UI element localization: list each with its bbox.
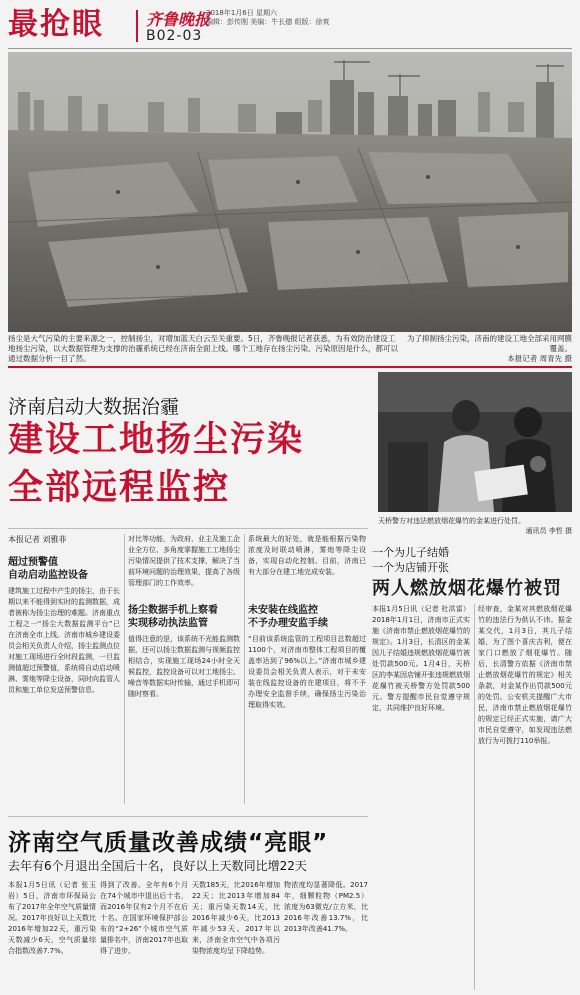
- story1-subhead-1b: 自动启动监控设备: [8, 570, 88, 581]
- story1-subhead-3b: 不予办理安监手续: [248, 618, 328, 629]
- top-photo-side-caption: [404, 334, 572, 364]
- editor-credits: 编辑：彭传刚 美编：牛长德 组版：徐爽: [206, 18, 330, 26]
- story1-column-1: [8, 556, 120, 804]
- story1-subhead-1a: 超过预警值: [8, 557, 58, 568]
- story3-col3: 天数185天，比2016年增加22天；比2013年增加84天；重污染天数14天，比2016年减少6天，比2013年减少53天。2017年以来，济南全市空气中各项污染物浓度均呈下降趋势。: [192, 881, 280, 955]
- story1-subhead-2a: 扬尘数据手机上察看: [128, 605, 218, 616]
- section-title: 最抢眼: [8, 7, 104, 42]
- column-divider: [124, 534, 125, 804]
- story1-column-3: [248, 534, 366, 802]
- story1-headline-line2: 全部远程监控: [8, 468, 231, 508]
- story2-col1: 本报1月5日讯（记者 杜洪雷）2018年1月1日，济南市正式实施《济南市禁止燃放烟花爆竹的规定》。1月3日，长清区的金某因儿子结婚违规燃放烟花爆竹被处罚款500元。1月4日，天桥区的李某因店铺开张违规燃放烟花爆竹被天桥警方处罚款500元。警方提醒市民自觉遵守规定，共同维护良好环境。: [372, 605, 470, 712]
- photo-credit: 本报记者 周青先 摄: [507, 354, 572, 363]
- story1-col3-body2: “目前该系统监管的工程项目总数超过1100个，对济南市整体工程项目的覆盖率达到了96%以上。”济南市城乡建设委员会相关负责人表示，对于未安装在线监控设备的在建项目，将不予办理安全监督手续，确保扬尘污染治理取得实效。: [248, 635, 366, 709]
- story1-column-2: [128, 534, 240, 802]
- story1-col3-body: 系统最大的好处，就是能根据污染物浓度及时联动喷淋，雾炮等降尘设备，实现自动化控制。目前，济南已有大部分在建工地完成安装。: [248, 535, 366, 576]
- page-code: B02-03: [146, 28, 203, 44]
- story1-col2-body: 对比等功能，为政府、业主及施工企业全方位、多角度掌握施工工地扬尘污染情况提供了技术支撑，解决了当前环境问题的治理效果，提高了各级管理部门的工作效率。: [128, 535, 240, 587]
- masthead-rule: [8, 48, 572, 49]
- story1-subhead-2b: 实现移动执法监管: [128, 618, 208, 629]
- story1-col1-body: 建筑施工过程中产生的扬尘，由于长期以来不能得到实时的监测数据，成者被称为扬尘治理的难题。济南重点工程之一“扬尘大数据监测平台”已在济南全市上线。济南市城乡建设委员会相关负责人介绍，扬尘监测点位对施工现场进行全时段监测，一旦监测值超过预警值，系统将自动启动喷淋、雾炮等降尘设备，同时向监管人员和施工单位发送预警信息。: [8, 587, 120, 694]
- story1-kicker: 济南启动大数据治霾: [8, 396, 180, 418]
- issue-date: 2018年1月6日 星期六: [206, 9, 277, 17]
- story3-rule: [8, 816, 368, 817]
- story3-headline: 济南空气质量改善成绩“亮眼”: [8, 830, 329, 856]
- column-divider: [474, 604, 475, 990]
- section-rule: [8, 366, 572, 368]
- story3-subheadline: 去年有6个月退出全国后十名，良好以上天数同比增22天: [8, 859, 307, 873]
- story2-kicker-2: 一个为店铺开张: [372, 561, 449, 574]
- story3-col1: 本报1月5日讯（记者 张玉岩）5日，济南市环保局公布了2017年全年空气质量情况。2017年良好以上天数比2016年增加22天，重污染天数减少6天，空气质量综合指数改善7.7%。: [8, 881, 96, 955]
- fireworks-enforcement-photo: [378, 372, 572, 512]
- side-caption-text: 为了抑制扬尘污染，济南的建设工地全部采用网膜覆盖。: [407, 334, 572, 353]
- column-divider: [244, 534, 245, 804]
- story3-col2: 得到了改善。全年有6个月在74个城市中退出后十名，而2016年仅有2个月不在后十名。在国家环境保护部公布的“2+26”个城市空气质量排名中，济南2017年也取得了进步。: [100, 881, 188, 955]
- story3-col4: 物浓度均显著降低。2017年，细颗粒物（PM2.5）浓度为63微克/立方米，比2016年改善13.7%，比2013年改善41.7%。: [284, 881, 368, 933]
- photo2-credit: 通讯员 李哲 摄: [525, 527, 572, 535]
- story1-rule: [8, 528, 368, 529]
- construction-site-photo: [8, 52, 572, 332]
- photo2-caption: 天桥警方对违法燃放烟花爆竹的金某进行处罚。: [378, 517, 525, 525]
- story1-byline: 本报记者 刘雅菲: [8, 535, 67, 544]
- story1-headline-line1: 建设工地扬尘污染: [8, 420, 305, 460]
- photo2-caption-block: [378, 516, 572, 536]
- story2-col2: 经审查，金某对其燃放烟花爆竹的违法行为供认不讳。据金某交代，1月3日，其儿子结婚，为了图个喜庆吉利，便在家门口燃放了烟花爆竹。随后，长清警方依据《济南市禁止燃放烟花爆竹的规定》相关条款，对金某作出罚款500元的处罚。公安机关提醒广大市民，济南市禁止燃放烟花爆竹的规定已经正式实施，请广大市民自觉遵守，如发现违法燃放行为可拨打110举报。: [478, 605, 572, 745]
- newspaper-logo: 齐鲁晚报: [146, 10, 211, 29]
- masthead-divider: [136, 10, 138, 42]
- top-photo-caption: 扬尘是大气污染的主要来源之一，控制扬尘，对增加蓝天白云至关重要。5日，齐鲁晚报记者获悉，为有效防治建设工地扬尘污染，以大数据管理为支撑的治霾系统已经在济南全面上线。哪个工地存在扬尘污染、污染原因是什么，都可以通过数据分析一目了然。: [8, 334, 398, 363]
- story1-col2-body2: 值得注意的是，该系统不光能监测数据，还可以扬尘数据监测与视频监控相结合，实现施工现场24小时全天候监控，监控设备可以对工地扬尘、噪音等数据实时传输，通过手机即可随时察看。: [128, 635, 240, 698]
- story2-headline: 两人燃放烟花爆竹被罚: [372, 578, 562, 599]
- story1-subhead-3a: 未安装在线监控: [248, 605, 318, 616]
- story2-kicker-1: 一个为儿子结婚: [372, 546, 449, 559]
